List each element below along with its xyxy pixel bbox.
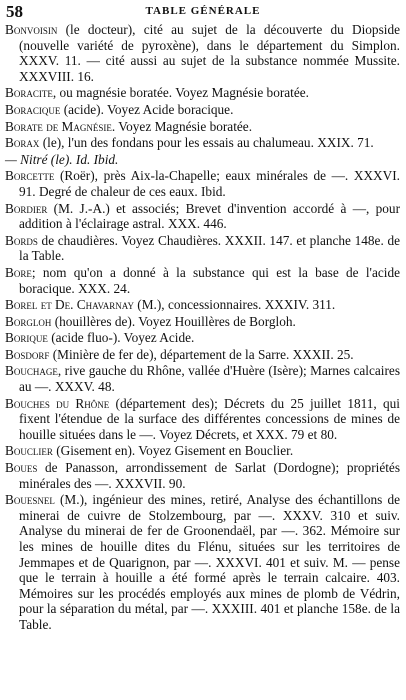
entry-headword: Bouchage bbox=[5, 363, 58, 379]
entry-text: (département des); Décrets du 25 juillet 1811, qui fixent l'étendue de la surface des différentes concessions de mines de houille situées dans le —. Voyez Décrets, et XXX. 79 et 80. bbox=[19, 395, 400, 442]
index-entry bbox=[5, 297, 400, 313]
entry-headword: Borel et De. Chavarnay bbox=[5, 297, 134, 313]
index-entry bbox=[5, 347, 400, 363]
entry-headword: Bouches du Rhône bbox=[5, 395, 110, 411]
index-entries bbox=[5, 22, 400, 634]
index-entry bbox=[5, 443, 400, 459]
index-entry bbox=[5, 233, 400, 264]
index-entry bbox=[5, 201, 400, 232]
entry-text: ; nom qu'on a donné à la substance qui est la base de l'acide boracique. XXX. 24. bbox=[19, 264, 400, 296]
entry-text: (acide fluo-). Voyez Acide. bbox=[47, 330, 195, 346]
entry-headword: Bords bbox=[5, 232, 38, 248]
entry-text: . Voyez Magnésie boratée. bbox=[111, 118, 253, 134]
entry-headword: Bouclier bbox=[5, 443, 53, 459]
entry-text: (M.), concessionnaires. XXXIV. 311. bbox=[133, 297, 336, 313]
entry-headword: Borcette bbox=[5, 168, 55, 184]
index-entry bbox=[5, 460, 400, 491]
entry-headword: Boracique bbox=[5, 101, 61, 117]
entry-text: (acide). Voyez Acide boracique. bbox=[60, 101, 234, 117]
index-entry bbox=[5, 168, 400, 199]
entry-headword: Bonvoisin bbox=[5, 22, 58, 37]
index-entry bbox=[5, 492, 400, 632]
index-entry bbox=[5, 363, 400, 394]
index-entry bbox=[5, 135, 400, 151]
entry-text: de chaudières. Voyez Chaudières. XXXII. 147. et planche 148e. de la Table. bbox=[19, 232, 400, 264]
entry-headword: Borique bbox=[5, 330, 48, 346]
page-number: 58 bbox=[6, 2, 23, 21]
entry-text: (M. J.-A.) et associés; Brevet d'invention accordé à —, pour addition à l'éclairage astral. XXX. 446. bbox=[19, 200, 400, 232]
entry-headword: Boracite bbox=[5, 85, 53, 101]
index-entry bbox=[5, 314, 400, 330]
entry-text: (Roër), près Aix-la-Chapelle; eaux minérales de —. XXXVI. 91. Degré de chaleur de ces eaux. Ibid. bbox=[19, 168, 400, 199]
entry-headword: Bosdorf bbox=[5, 346, 50, 362]
entry-text: (M.), ingénieur des mines, retiré, Analyse des échantillons de minerai de cuivre de Stolzembourg, par —. XXXV. 310 et suiv. Analyse du minerai de fer de Groonendaël, par —. 362. Mémoire sur les mines de houille dites du Flénu, situées sur les territoires de Jemmapes et de Quarignon, par —. XXXVI. 401 et suiv. M. — pense que le terrain à houille a été formé après le terrain calcaire. 403. Mémoires sur les procédés employés aux mines de plomb de Védrin, pour la séparation du métal, par —. XXXIII. 401 et planche 158e. de la Table. bbox=[19, 492, 400, 632]
entry-headword: Bore bbox=[5, 264, 32, 280]
index-entry bbox=[5, 330, 400, 346]
index-entry bbox=[5, 396, 400, 443]
entry-text: de Panasson, arrondissement de Sarlat (Dordogne); propriétés minérales des —. XXXVII. 90. bbox=[19, 460, 400, 491]
index-entry bbox=[5, 119, 400, 135]
entry-text: , ou magnésie boratée. Voyez Magnésie boratée. bbox=[52, 85, 309, 101]
index-entry bbox=[5, 102, 400, 118]
entry-text: , rive gauche du Rhône, vallée d'Huère (Isère); Marnes calcaires au —. XXXV. 48. bbox=[19, 363, 400, 395]
index-entry bbox=[5, 265, 400, 296]
entry-text: (Gisement en). Voyez Gisement en Bouclier. bbox=[52, 443, 294, 459]
entry-text: (le docteur), cité au sujet de la découverte du Diopside (nouvelle variété de pyroxène), dans le département du Simplon. XXXV. 11. — cité aussi au sujet de la substance nommée Mussite. XXXVIII. 16. bbox=[19, 22, 400, 84]
entry-text: (Minière de fer de), département de la Sarre. XXXII. 25. bbox=[49, 346, 354, 362]
entry-text: (houillères de). Voyez Houillères de Borgloh. bbox=[51, 313, 296, 329]
page-header bbox=[0, 2, 406, 22]
index-entry bbox=[5, 152, 400, 168]
entry-headword: Boues bbox=[5, 460, 38, 476]
entry-text: (le), l'un des fondans pour les essais au chalumeau. XXIX. 71. bbox=[39, 135, 374, 151]
entry-headword: Borax bbox=[5, 135, 40, 151]
entry-headword: Borate de Magnésie bbox=[5, 118, 112, 134]
entry-headword: Borgloh bbox=[5, 313, 52, 329]
entry-text: — Nitré (le). Id. Ibid. bbox=[5, 151, 119, 167]
entry-headword: Bordier bbox=[5, 200, 48, 216]
entry-headword: Bouesnel bbox=[5, 492, 55, 508]
index-entry bbox=[5, 85, 400, 101]
running-title: TABLE GÉNÉRALE bbox=[145, 5, 261, 17]
index-entry bbox=[5, 22, 400, 84]
